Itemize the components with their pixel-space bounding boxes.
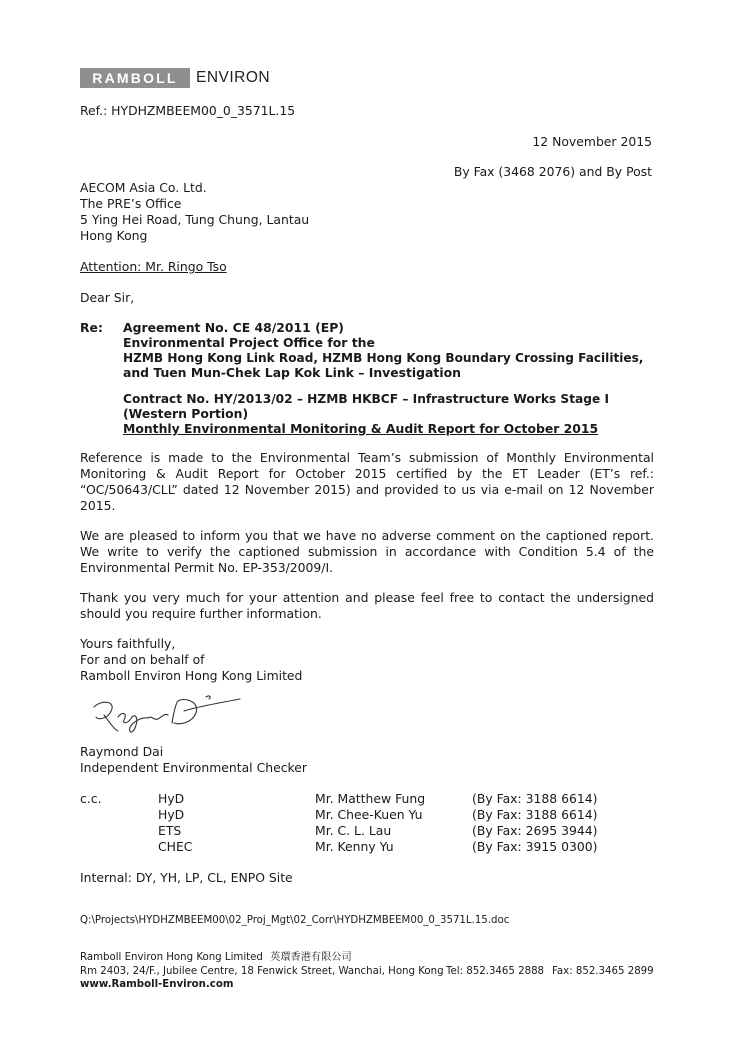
cc-person: Mr. C. L. Lau: [315, 823, 392, 838]
ramboll-logo: RAMBOLL: [80, 68, 190, 88]
cc-row: [0, 839, 740, 855]
cc-org: HyD: [158, 807, 185, 822]
delivery-method: By Fax (3468 2076) and By Post: [453, 164, 652, 179]
footer-address: Rm 2403, 24/F., Jubilee Centre, 18 Fenwick Street, Wanchai, Hong Kong: [80, 966, 444, 977]
body-paragraph: Thank you very much for your attention and please feel free to contact the undersigned should you require further information.: [80, 590, 654, 621]
cc-fax: (By Fax: 3915 0300): [472, 839, 598, 854]
re-line: Environmental Project Office for the: [123, 335, 375, 350]
footer-company-chinese: 英環香港有限公司: [270, 952, 352, 963]
closing-line: Yours faithfully,: [80, 636, 176, 651]
cc-fax: (By Fax: 3188 6614): [472, 791, 598, 806]
re-line: and Tuen Mun-Chek Lap Kok Link – Investigation: [123, 365, 461, 380]
file-path: Q:\Projects\HYDHZMBEEM00\02_Proj_Mgt\02_Corr\HYDHZMBEEM00_0_3571L.15.doc: [80, 915, 510, 926]
recipient-line: 5 Ying Hei Road, Tung Chung, Lantau: [80, 212, 310, 227]
closing-line: For and on behalf of: [80, 652, 205, 667]
closing-line: Ramboll Environ Hong Kong Limited: [80, 668, 303, 683]
internal-distribution: Internal: DY, YH, LP, CL, ENPO Site: [80, 870, 293, 885]
signatory-title: Independent Environmental Checker: [80, 760, 307, 775]
cc-row: [0, 823, 740, 839]
reference-number: Ref.: HYDHZMBEEM00_0_3571L.15: [80, 103, 296, 118]
letter-date: 12 November 2015: [532, 134, 652, 149]
body-paragraph: We are pleased to inform you that we have no adverse comment on the captioned report. We write to verify the captioned submission in accordance with Condition 5.4 of the Environmental Permit No. EP-353/2009/I.: [80, 528, 654, 575]
salutation: Dear Sir,: [80, 290, 135, 305]
cc-person: Mr. Matthew Fung: [315, 791, 426, 806]
handwritten-signature: [88, 693, 248, 737]
cc-label: c.c.: [80, 791, 102, 806]
footer-fax: Fax: 852.3465 2899: [552, 966, 654, 977]
recipient-line: AECOM Asia Co. Ltd.: [80, 180, 207, 195]
cc-fax: (By Fax: 2695 3944): [472, 823, 598, 838]
cc-org: HyD: [158, 791, 185, 806]
footer-company-name: Ramboll Environ Hong Kong Limited: [80, 952, 263, 963]
footer-company: [80, 951, 352, 965]
cc-person: Mr. Kenny Yu: [315, 839, 394, 854]
footer-website-link[interactable]: www.Ramboll-Environ.com: [80, 979, 234, 990]
cc-fax: (By Fax: 3188 6614): [472, 807, 598, 822]
cc-org: CHEC: [158, 839, 193, 854]
recipient-line: The PRE’s Office: [80, 196, 182, 211]
re-line: (Western Portion): [123, 406, 249, 421]
re-line: Contract No. HY/2013/02 – HZMB HKBCF – Infrastructure Works Stage I: [123, 392, 610, 406]
recipient-line: Hong Kong: [80, 228, 148, 243]
body-paragraph: Reference is made to the Environmental Team’s submission of Monthly Environmental Monitoring & Audit Report for October 2015 certified by the ET Leader (ET’s ref.: “OC/50643/CLL” dated 12 November 2015) and provided to us via e-mail on 12 November 2015.: [80, 450, 654, 513]
cc-row: [0, 791, 740, 807]
re-line: HZMB Hong Kong Link Road, HZMB Hong Kong Boundary Crossing Facilities,: [123, 351, 644, 365]
re-line: Agreement No. CE 48/2011 (EP): [123, 320, 344, 335]
subject-line: Monthly Environmental Monitoring & Audit Report for October 2015: [123, 421, 599, 436]
footer-tel: Tel: 852.3465 2888: [446, 966, 545, 977]
signatory-name: Raymond Dai: [80, 744, 164, 759]
re-label: Re:: [80, 320, 103, 335]
cc-person: Mr. Chee-Kuen Yu: [315, 807, 423, 822]
cc-org: ETS: [158, 823, 182, 838]
cc-row: [0, 807, 740, 823]
environ-logo-text: ENVIRON: [196, 69, 271, 86]
attention-line: Attention: Mr. Ringo Tso: [80, 259, 227, 274]
